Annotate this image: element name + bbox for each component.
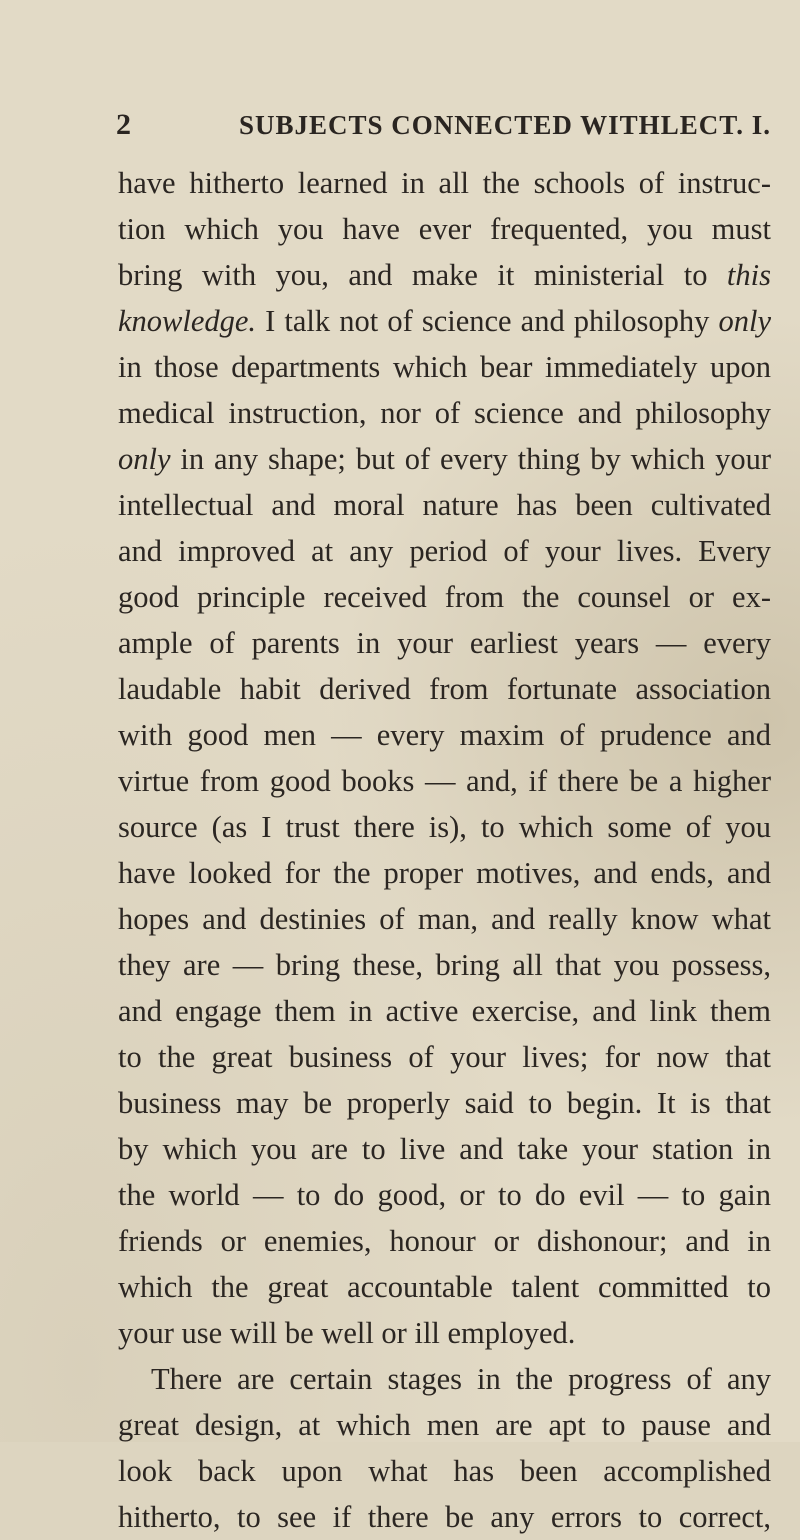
page-header [116,108,771,148]
text-line: source (as I trust there is), to which some of you [118,810,771,844]
text-line: the world — to do good, or to do evil — to gain [118,1178,771,1212]
text-line: have looked for the proper motives, and ends, and [118,856,771,890]
text-line: have hitherto learned in all the schools of instruc- [118,166,771,200]
text-line: with good men — every maxim of prudence and [118,718,771,752]
text-line: virtue from good books — and, if there be a higher [118,764,771,798]
text-line: in those departments which bear immediately upon [118,350,771,384]
text-line: only in any shape; but of every thing by which your [118,442,771,476]
text-line: medical instruction, nor of science and philosophy [118,396,771,430]
text-line: intellectual and moral nature has been cultivated [118,488,771,522]
text-line: look back upon what has been accomplished [118,1454,771,1488]
text-line: bring with you, and make it ministerial to this [118,258,771,292]
text-line: which the great accountable talent committed to [118,1270,771,1304]
paragraph-start-line: There are certain stages in the progress of any [151,1362,771,1396]
text-line: they are — bring these, bring all that you possess, [118,948,771,982]
text-line: ample of parents in your earliest years — every [118,626,771,660]
text-line: laudable habit derived from fortunate association [118,672,771,706]
text-line: knowledge. I talk not of science and philosophy only [118,304,771,338]
text-line: great design, at which men are apt to pause and [118,1408,771,1442]
body-text [118,160,771,1540]
text-line: by which you are to live and take your station in [118,1132,771,1166]
text-line: hitherto, to see if there be any errors to correct, [118,1500,771,1534]
text-line: good principle received from the counsel or ex- [118,580,771,614]
text-line: friends or enemies, honour or dishonour; and in [118,1224,771,1258]
page-number: 2 [116,108,132,141]
paragraph-end-line: your use will be well or ill employed. [118,1316,576,1350]
lecture-label: LECT. I. [660,110,771,140]
running-title: SUBJECTS CONNECTED WITH [239,110,661,140]
text-line: hopes and destinies of man, and really know what [118,902,771,936]
text-line: and improved at any period of your lives. Every [118,534,771,568]
text-line: to the great business of your lives; for now that [118,1040,771,1074]
text-line: and engage them in active exercise, and link them [118,994,771,1028]
text-line: tion which you have ever frequented, you must [118,212,771,246]
text-line: business may be properly said to begin. It is that [118,1086,771,1120]
